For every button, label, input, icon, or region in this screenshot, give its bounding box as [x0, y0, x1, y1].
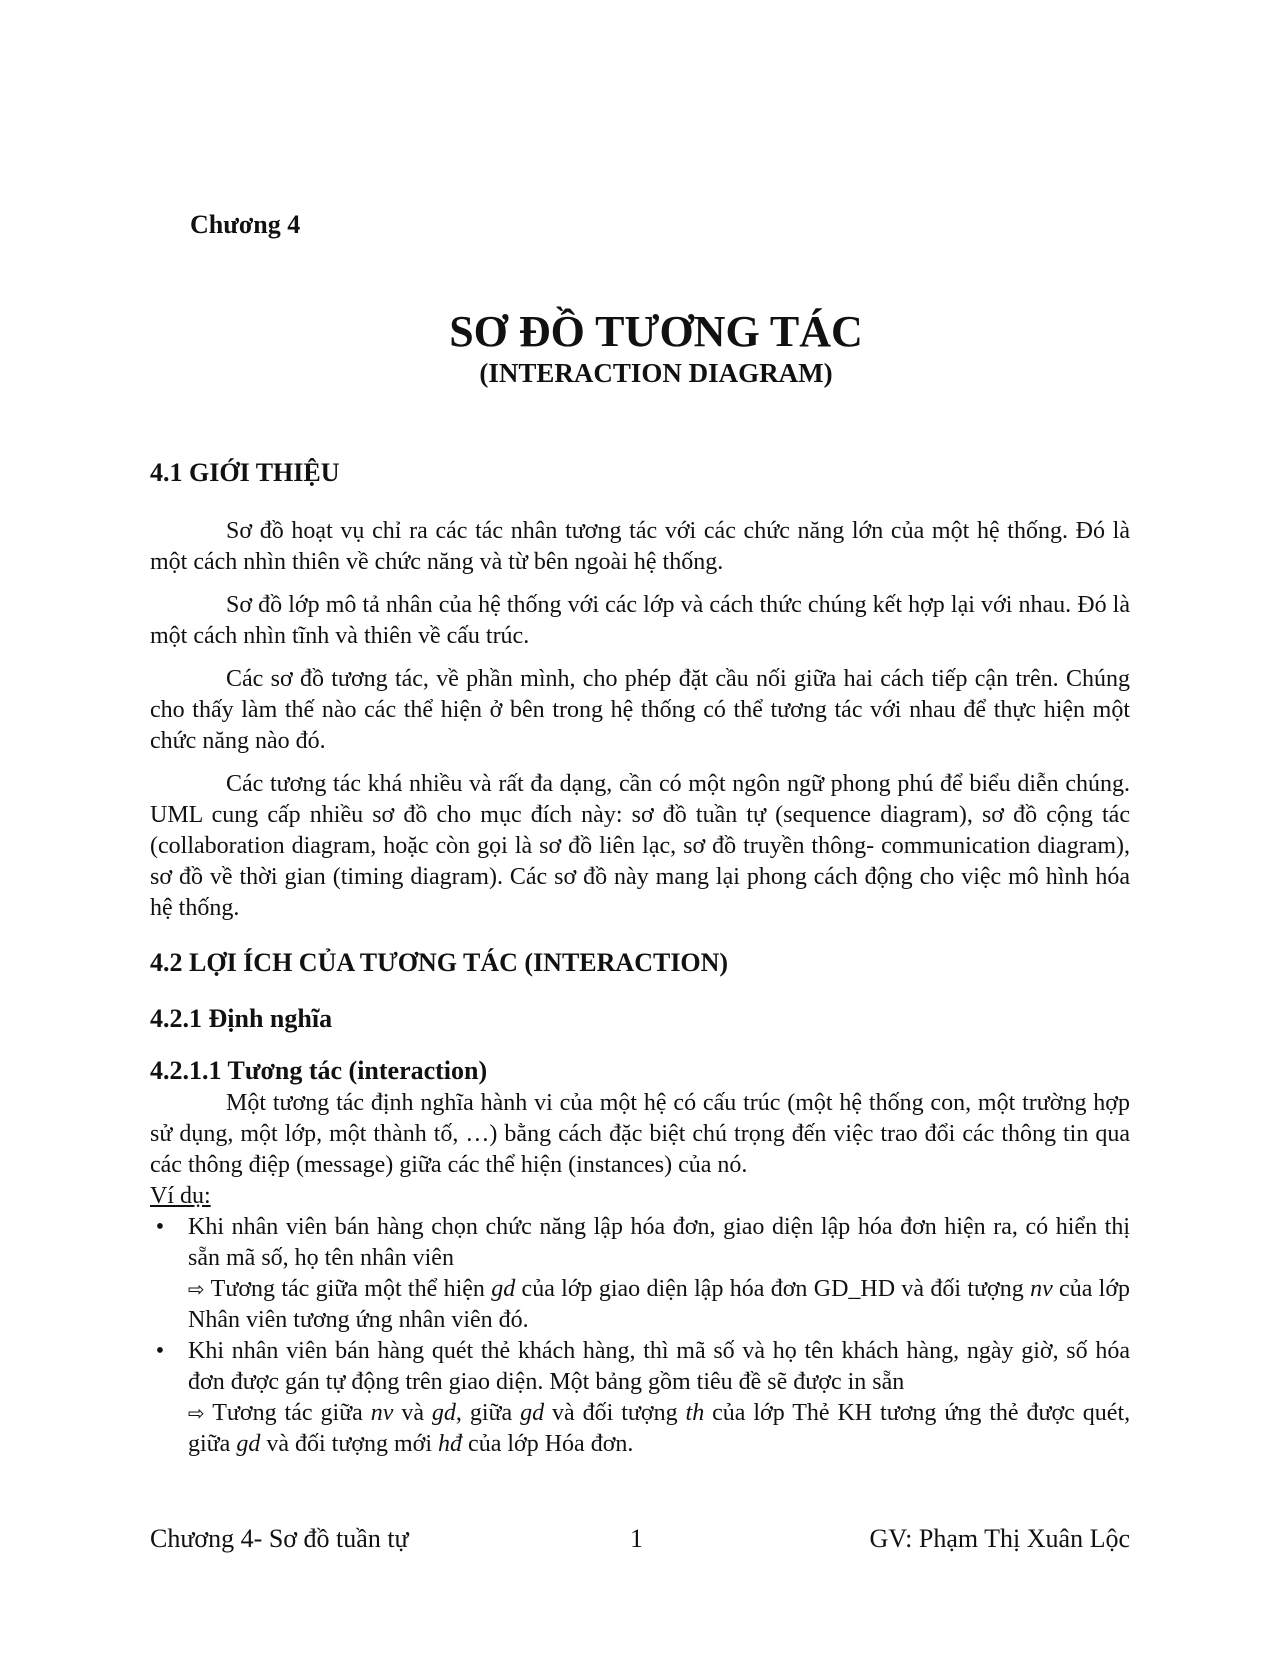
chapter-label: Chương 4 [190, 210, 301, 239]
bullet-text: Khi nhân viên bán hàng quét thẻ khách hàng, thì mã số và họ tên khách hàng, ngày giờ, số hóa đơn được gán tự động trên giao diện. Một bảng gồm tiêu đề sẽ được in sẵn [188, 1338, 1130, 1395]
page-number: 1 [630, 1524, 643, 1553]
paragraph: Các sơ đồ tương tác, về phần mình, cho phép đặt cầu nối giữa hai cách tiếp cận trên. Chúng cho thấy làm thế nào các thể hiện ở bên trong hệ thống có thể tương tác với nhau để thực hiện một chức năng nào đó. [150, 666, 1130, 754]
definition-paragraph: Một tương tác định nghĩa hành vi của một hệ có cấu trúc (một hệ thống con, một trường hợp sử dụng, một lớp, một thành tố, …) bằng cách đặc biệt chú trọng đến việc trao đổi các thông tin qua các thông điệp (message) giữa các thể hiện (instances) của nó. [150, 1090, 1130, 1178]
subsubsection-heading-4-2-1-1: 4.2.1.1 Tương tác (interaction) [150, 1056, 488, 1085]
section-heading-4-1: 4.1 GIỚI THIỆU [150, 458, 340, 487]
main-content [150, 456, 1130, 1460]
paragraph: Sơ đồ lớp mô tả nhân của hệ thống với các lớp và cách thức chúng kết hợp lại với nhau. Đó là một cách nhìn tĩnh và thiên về cấu trúc. [150, 592, 1130, 649]
bullet-icon: • [155, 1338, 165, 1364]
example-label: Ví dụ: [150, 1183, 211, 1209]
bullet-result: ⇨ Tương tác giữa một thể hiện gd của lớp giao diện lập hóa đơn GD_HD và đối tượng nv của lớp Nhân viên tương ứng nhân viên đó. [188, 1276, 1131, 1333]
bullet-text: Khi nhân viên bán hàng chọn chức năng lập hóa đơn, giao diện lập hóa đơn hiện ra, có hiển thị sẵn mã số, họ tên nhân viên [188, 1214, 1130, 1271]
arrow-right-icon: ⇨ [188, 1401, 205, 1425]
bullet-item [150, 1336, 1130, 1460]
bullet-result: ⇨ Tương tác giữa nv và gd, giữa gd và đối tượng th của lớp Thẻ KH tương ứng thẻ được quét, giữa gd và đối tượng mới hđ của lớp Hóa đơn. [188, 1400, 1131, 1457]
page-title: SƠ ĐỒ TƯƠNG TÁC [449, 307, 863, 356]
footer-author: GV: Phạm Thị Xuân Lộc [869, 1524, 1130, 1553]
paragraph: Sơ đồ hoạt vụ chỉ ra các tác nhân tương tác với các chức năng lớn của một hệ thống. Đó là một cách nhìn thiên về chức năng và từ bên ngoài hệ thống. [150, 518, 1130, 575]
paragraph: Các tương tác khá nhiều và rất đa dạng, cần có một ngôn ngữ phong phú để biểu diễn chúng. UML cung cấp nhiều sơ đồ cho mục đích này: sơ đồ tuần tự (sequence diagram), sơ đồ cộng tác (collaboration diagram, hoặc còn gọi là sơ đồ liên lạc, sơ đồ truyền thông- communication diagram), sơ đồ về thời gian (timing diagram). Các sơ đồ này mang lại phong cách động cho việc mô hình hóa hệ thống. [150, 771, 1130, 921]
bullet-item [150, 1212, 1130, 1336]
arrow-right-icon: ⇨ [188, 1277, 205, 1301]
section-heading-4-2: 4.2 LỢI ÍCH CỦA TƯƠNG TÁC (INTERACTION) [150, 948, 729, 977]
bullet-icon: • [155, 1214, 165, 1240]
subsection-heading-4-2-1: 4.2.1 Định nghĩa [150, 1004, 333, 1033]
footer-chapter: Chương 4- Sơ đồ tuần tự [150, 1524, 409, 1553]
page-subtitle: (INTERACTION DIAGRAM) [479, 358, 833, 388]
